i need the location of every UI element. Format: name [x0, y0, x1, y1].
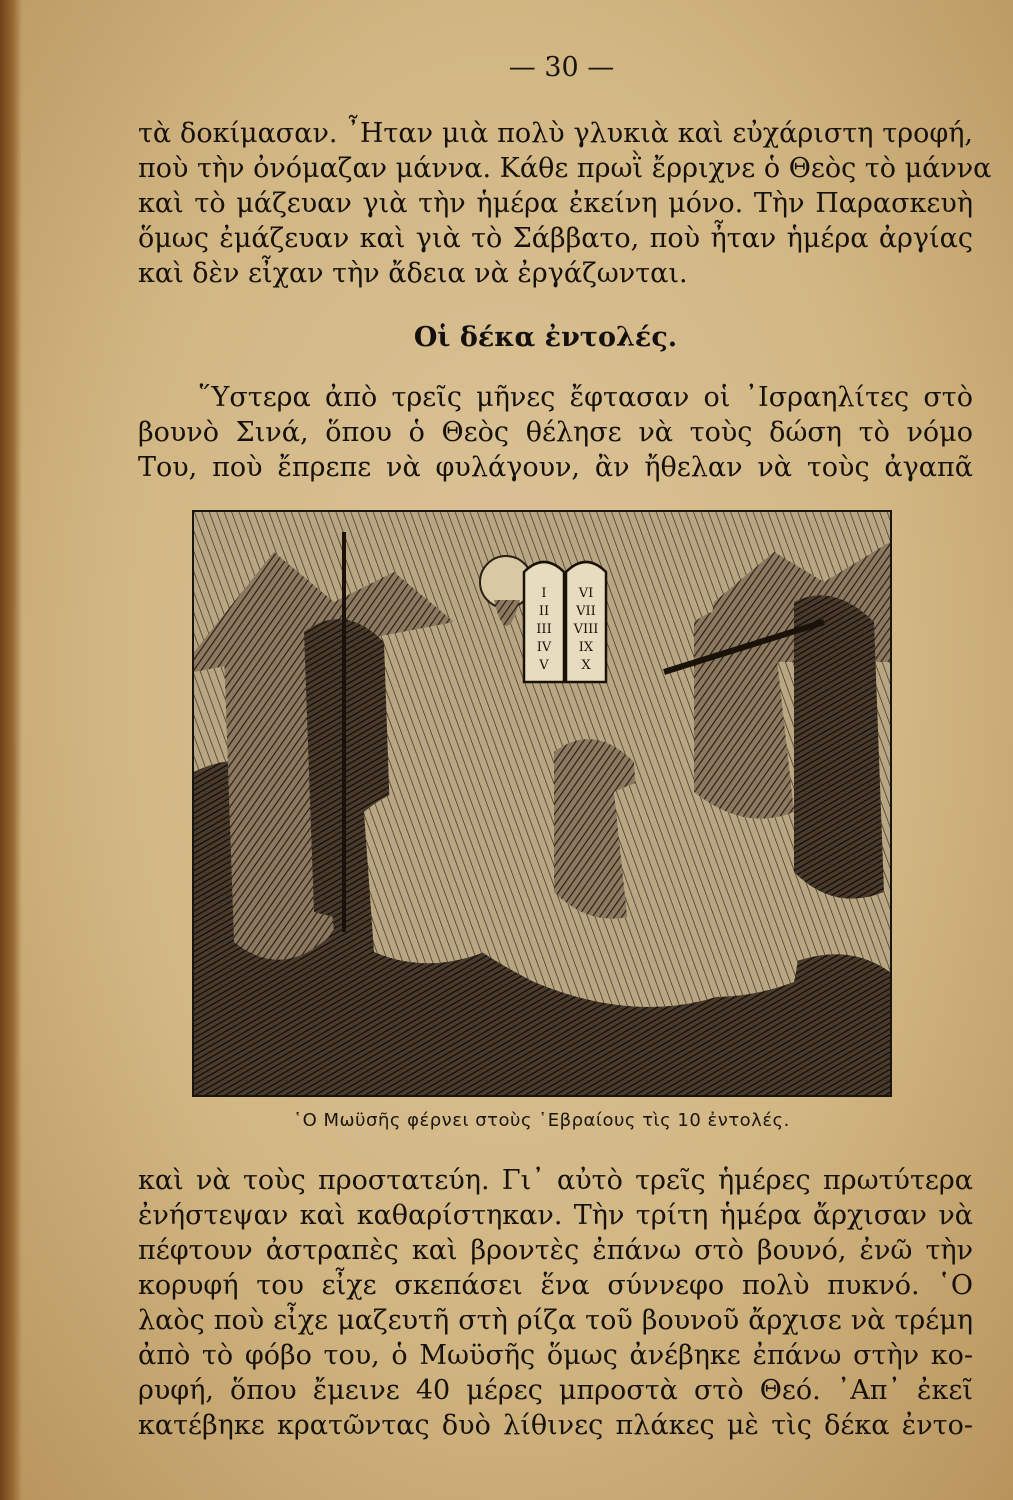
tablet-numeral: IX: [578, 640, 594, 655]
paragraph-top: [138, 116, 992, 291]
tablet-numeral: X: [581, 658, 591, 673]
stone-tablets: [524, 562, 606, 682]
figure-caption: ῾Ο Μωϋσῆς φέρνει στοὺς ῾Εβραίους τὶς 10 ἐντολές.: [293, 1110, 790, 1131]
tablet-numeral: I: [541, 586, 547, 601]
tablet-numeral: VIII: [573, 622, 599, 637]
figure-robed-right: [794, 595, 884, 898]
text-line: καὶ τὸ μάζευαν γιὰ τὴν ἡμέρα ἐκείνη μόνο. Τὴν Παρασκευὴ: [138, 188, 973, 219]
text-line: ἐνήστεψαν καὶ καθαρίστηκαν. Τὴν τρίτη ἡμέρα ἄρχισαν νὰ: [138, 1200, 973, 1231]
text-line: τὰ δοκίμασαν. ῏Ηταν μιὰ πολὺ γλυκιὰ καὶ εὐχάριστη τροφή,: [138, 118, 973, 149]
page-number: — 30 —: [508, 52, 615, 83]
text-line: ρυφή, ὅπου ἔμεινε 40 μέρες μπροστὰ στὸ Θεό. ᾿Απ᾿ ἐκεῖ: [138, 1375, 973, 1406]
tablet-numeral: II: [538, 604, 550, 619]
tablet-numeral: IV: [536, 640, 552, 655]
tablet-numeral: VI: [578, 586, 594, 601]
text-line: ῞Υστερα ἀπὸ τρεῖς μῆνες ἔφτασαν οἱ ᾿Ισραηλίτες στὸ: [198, 382, 973, 413]
text-line: καὶ δὲν εἶχαν τὴν ἄδεια νὰ ἐργάζωνται.: [138, 258, 688, 289]
text-line: ὅμως ἐμάζευαν καὶ γιὰ τὸ Σάββατο, ποὺ ἦταν ἡμέρα ἀργίας: [138, 223, 973, 254]
text-line: βουνὸ Σινά, ὅπου ὁ Θεὸς θέλησε νὰ τοὺς δώση τὸ νόμο: [138, 417, 973, 448]
tablet-numeral: VII: [576, 604, 596, 619]
engraving-illustration: [192, 510, 892, 1097]
section-heading: Οἱ δέκα ἐντολές.: [413, 322, 678, 353]
text-line: ποὺ τὴν ὀνόμαζαν μάννα. Κάθε πρωῒ ἔρριχνε ὁ Θεὸς τὸ μάννα: [138, 153, 992, 184]
text-line: κορυφή του εἶχε σκεπάσει ἕνα σύννεφο πολὺ πυκνό. ῾Ο: [138, 1270, 973, 1301]
text-line: Του, ποὺ ἔπρεπε νὰ φυλάγουν, ἂν ἤθελαν νὰ τοὺς ἀγαπᾶ: [138, 452, 973, 483]
text-line: πέφτουν ἀστραπὲς καὶ βροντὲς ἐπάνω στὸ βουνό, ἐνῶ τὴν: [138, 1235, 973, 1266]
text-line: λαὸς ποὺ εἶχε μαζευτῆ στὴ ρίζα τοῦ βουνοῦ ἄρχισε νὰ τρέμη: [138, 1305, 973, 1336]
moses-tablets-engraving: [194, 512, 890, 1095]
text-line: ἀπὸ τὸ φόβο του, ὁ Μωϋσῆς ὅμως ἀνέβηκε ἐπάνω στὴν κο-: [138, 1340, 973, 1371]
page-binding-edge: [0, 0, 22, 1500]
tablet-numeral: V: [539, 658, 549, 673]
text-line: κατέβηκε κρατῶντας δυὸ λίθινες πλάκες μὲ τὶς δέκα ἐντο-: [138, 1410, 973, 1441]
text-line: καὶ νὰ τοὺς προστατεύη. Γι᾿ αὐτὸ τρεῖς ἡμέρες πρωτύτερα: [138, 1165, 973, 1196]
tablet-numeral: III: [536, 622, 552, 637]
paragraph-middle: [138, 380, 973, 485]
paragraph-bottom: [138, 1163, 973, 1443]
